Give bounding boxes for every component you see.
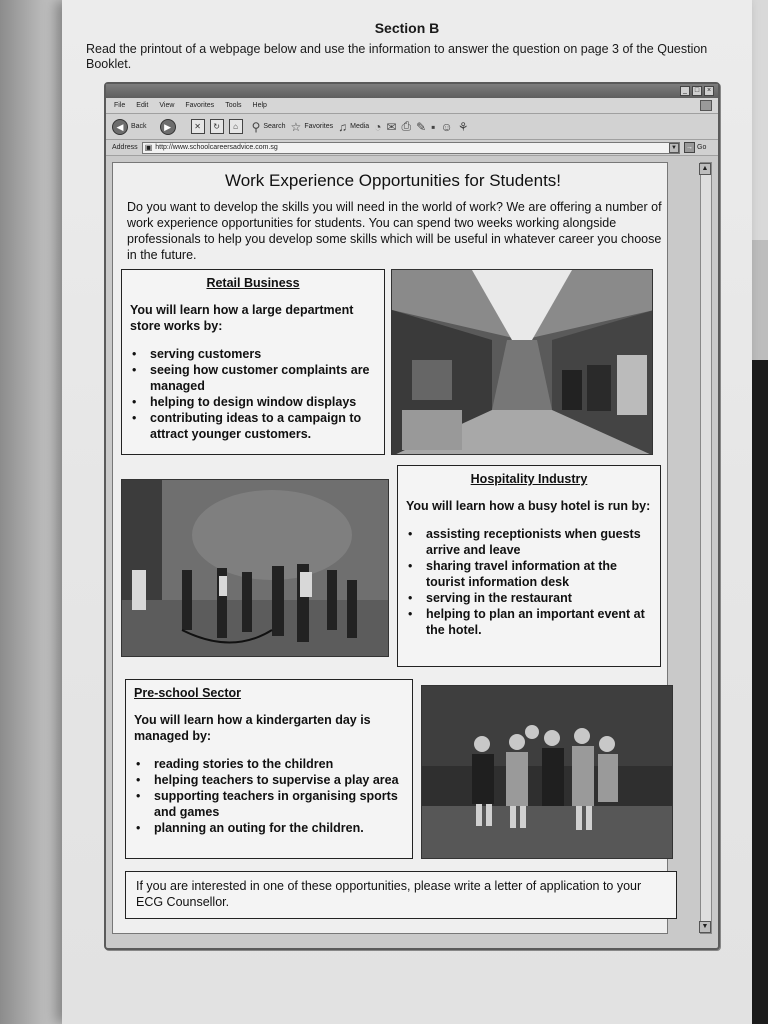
scroll-down-icon[interactable]: ▼	[699, 921, 711, 933]
minimize-icon[interactable]: _	[680, 86, 690, 96]
list-item: • serving customers	[130, 346, 376, 362]
window-controls	[680, 86, 714, 96]
instructions-text: Read the printout of a webpage below and use the information to answer the question on page 3 of the Question Booklet.	[86, 42, 708, 71]
maximize-icon[interactable]: □	[692, 86, 702, 96]
hospitality-list	[406, 526, 652, 638]
page-icon: ▣	[144, 143, 153, 152]
menu-bar	[106, 98, 718, 114]
preschool-lead: You will learn how a kindergarten day is managed by:	[134, 713, 371, 743]
url-text: http://www.schoolcareersadvice.com.sg	[155, 144, 278, 151]
forward-arrow-icon[interactable]: ▶	[160, 119, 176, 135]
menu-view[interactable]: View	[159, 102, 175, 109]
scroll-track[interactable]	[700, 162, 712, 934]
back-arrow-icon: ◀	[112, 119, 128, 135]
list-item: • sharing travel information at the tourist information desk	[406, 558, 652, 590]
edit-icon[interactable]: ✎	[416, 119, 427, 134]
retail-box	[121, 269, 385, 455]
search-button[interactable]	[252, 120, 286, 134]
star-icon: ☆	[290, 119, 302, 134]
go-button[interactable]	[684, 142, 710, 153]
address-bar	[106, 140, 718, 156]
menu-edit[interactable]: Edit	[136, 102, 149, 109]
windows-logo-icon	[700, 100, 712, 111]
media-button[interactable]	[338, 120, 369, 134]
back-button[interactable]	[112, 119, 147, 135]
menu-tools[interactable]: Tools	[225, 102, 242, 109]
hospitality-title: Hospitality Industry	[470, 472, 588, 486]
history-icon[interactable]: ◔	[374, 119, 382, 134]
media-label: Media	[350, 123, 370, 130]
messenger-icon[interactable]: ☺	[440, 119, 453, 134]
scroll-up-icon[interactable]: ▲	[699, 163, 711, 175]
favorites-label: Favorites	[304, 123, 334, 130]
browser-window	[104, 82, 720, 950]
list-item: • assisting receptionists when guests arrive and leave	[406, 526, 652, 558]
background-left-page	[0, 0, 70, 1024]
scrollbar[interactable]	[668, 162, 712, 934]
menu-help[interactable]: Help	[252, 102, 267, 109]
back-label: Back	[131, 123, 147, 130]
search-label: Search	[263, 123, 286, 130]
department-store-photo	[391, 269, 653, 455]
kindergarten-children-photo	[421, 685, 673, 859]
go-label: Go	[697, 144, 707, 151]
list-item: • helping to design window displays	[130, 394, 376, 410]
preschool-list	[134, 756, 404, 836]
print-icon[interactable]: ⎙	[401, 119, 412, 133]
address-label: Address	[112, 144, 138, 151]
people-icon[interactable]: ⚘	[457, 119, 469, 134]
go-arrow-icon: →	[686, 144, 693, 151]
toolbar	[106, 114, 718, 140]
menu-favorites[interactable]: Favorites	[185, 102, 215, 109]
search-icon: ⚲	[251, 119, 261, 134]
title-bar	[106, 84, 718, 98]
hospitality-box	[397, 465, 661, 667]
preschool-title: Pre-school Sector	[134, 686, 241, 700]
retail-title: Retail Business	[206, 276, 300, 290]
list-item: • supporting teachers in organising sports and games	[134, 788, 404, 820]
page-viewport	[112, 162, 668, 934]
stop-icon[interactable]: ✕	[191, 119, 205, 134]
retail-list	[130, 346, 376, 442]
url-input[interactable]	[142, 142, 680, 154]
list-item: • helping to plan an important event at the hotel.	[406, 606, 652, 638]
favorites-button[interactable]	[291, 120, 334, 134]
intro-paragraph: Do you want to develop the skills you will need in the world of work? We are offering a number of work experience opportunities for students. You can spend two weeks working alongside professionals to help you develop some skills which will be useful in whatever career you choose in the future.	[127, 200, 662, 262]
hospitality-lead: You will learn how a busy hotel is run by:	[406, 499, 651, 513]
list-item: • planning an outing for the children.	[134, 820, 404, 836]
discuss-icon[interactable]: ▪	[431, 119, 436, 134]
retail-lead: You will learn how a large department store works by:	[130, 303, 354, 333]
menu-file[interactable]: File	[114, 102, 126, 109]
section-title: Section B	[374, 20, 440, 36]
preschool-box	[125, 679, 413, 859]
chevron-down-icon[interactable]: ▼	[669, 143, 679, 153]
list-item: • seeing how customer complaints are managed	[130, 362, 376, 394]
mail-icon[interactable]: ✉	[386, 119, 397, 134]
application-note: If you are interested in one of these opportunities, please write a letter of application to your ECG Counsellor.	[125, 871, 677, 919]
list-item: • reading stories to the children	[134, 756, 404, 772]
media-icon: ♫	[338, 119, 348, 134]
list-item: • contributing ideas to a campaign to attract younger customers.	[130, 410, 376, 442]
list-item: • helping teachers to supervise a play area	[134, 772, 404, 788]
refresh-icon[interactable]: ↻	[210, 119, 224, 134]
home-icon[interactable]: ⌂	[229, 119, 243, 134]
list-item: • serving in the restaurant	[406, 590, 652, 606]
close-icon[interactable]: ×	[704, 86, 714, 96]
hotel-lobby-photo	[121, 479, 389, 657]
page-heading: Work Experience Opportunities for Students!	[224, 171, 562, 190]
exam-page	[62, 0, 752, 1024]
